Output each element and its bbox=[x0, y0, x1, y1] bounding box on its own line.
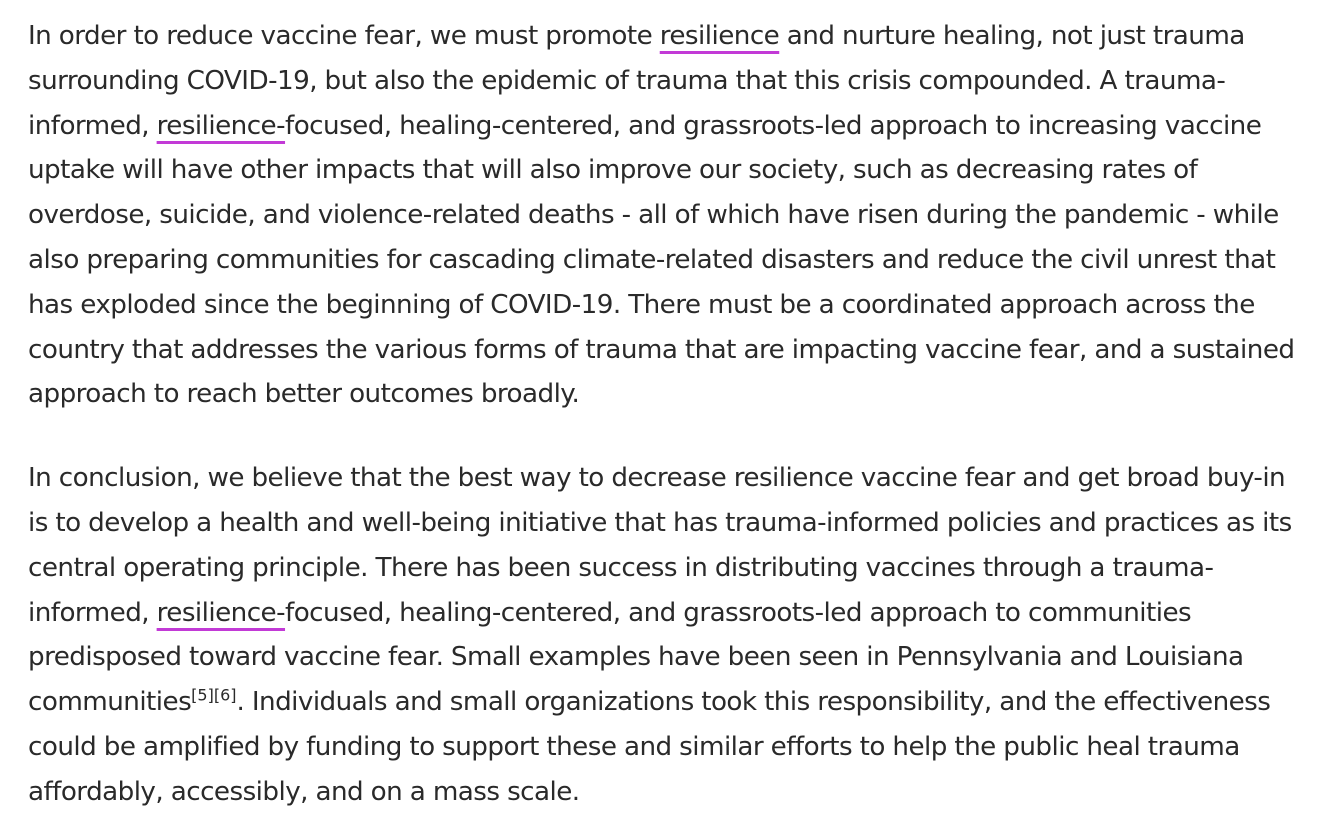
paragraph-1-text-1: In order to reduce vaccine fear, we must promote bbox=[28, 21, 660, 51]
paragraph-2-text-1: In conclusion, we believe that the best way to decrease resilience vaccine fear and get broad buy-in is to develop a health and well-being initiative that has trauma-informed policies and practices as its central operating principle. There has been success in distributing vaccines through a trauma-informed, bbox=[28, 463, 1292, 628]
paragraph-1-text-2: and nurture healing, not just trauma surrounding COVID-19, but also the epidemic of trauma that this crisis compounded. A trauma-informed, bbox=[28, 21, 1245, 141]
citation-group bbox=[191, 685, 236, 704]
spellcheck-highlight-resilience-3[interactable]: resilience- bbox=[156, 597, 286, 628]
paragraph-2-text-3: . Individuals and small organizations took this responsibility, and the effectiveness could be amplified by funding to support these and similar efforts to help the public heal trauma affordably, accessibly, and on a mass scale. bbox=[28, 687, 1271, 807]
spellcheck-highlight-resilience-2[interactable]: resilience- bbox=[156, 110, 286, 141]
citation-link-5[interactable]: [5] bbox=[191, 685, 214, 705]
citation-link-6[interactable]: [6] bbox=[213, 685, 237, 705]
paragraph-2 bbox=[28, 456, 1303, 814]
paragraph-1-text-3: focused, healing-centered, and grassroots-led approach to increasing vaccine uptake will have other impacts that will also improve our society, such as decreasing rates of overdose, suicide, and violence-related deaths - all of which have risen during the pandemic - while also preparing communities for cascading climate-related disasters and reduce the civil unrest that has exploded since the beginning of COVID-19. There must be a coordinated approach across the country that addresses the various forms of trauma that are impacting vaccine fear, and a sustained approach to reach better outcomes broadly. bbox=[28, 110, 1295, 410]
paragraph-1 bbox=[28, 14, 1303, 417]
paragraph-2-text-2: focused, healing-centered, and grassroots-led approach to communities predisposed toward vaccine fear. Small examples have been seen in Pennsylvania and Louisiana communities bbox=[28, 597, 1244, 718]
spellcheck-highlight-resilience-1[interactable]: resilience bbox=[659, 21, 780, 51]
article-body bbox=[28, 14, 1303, 815]
